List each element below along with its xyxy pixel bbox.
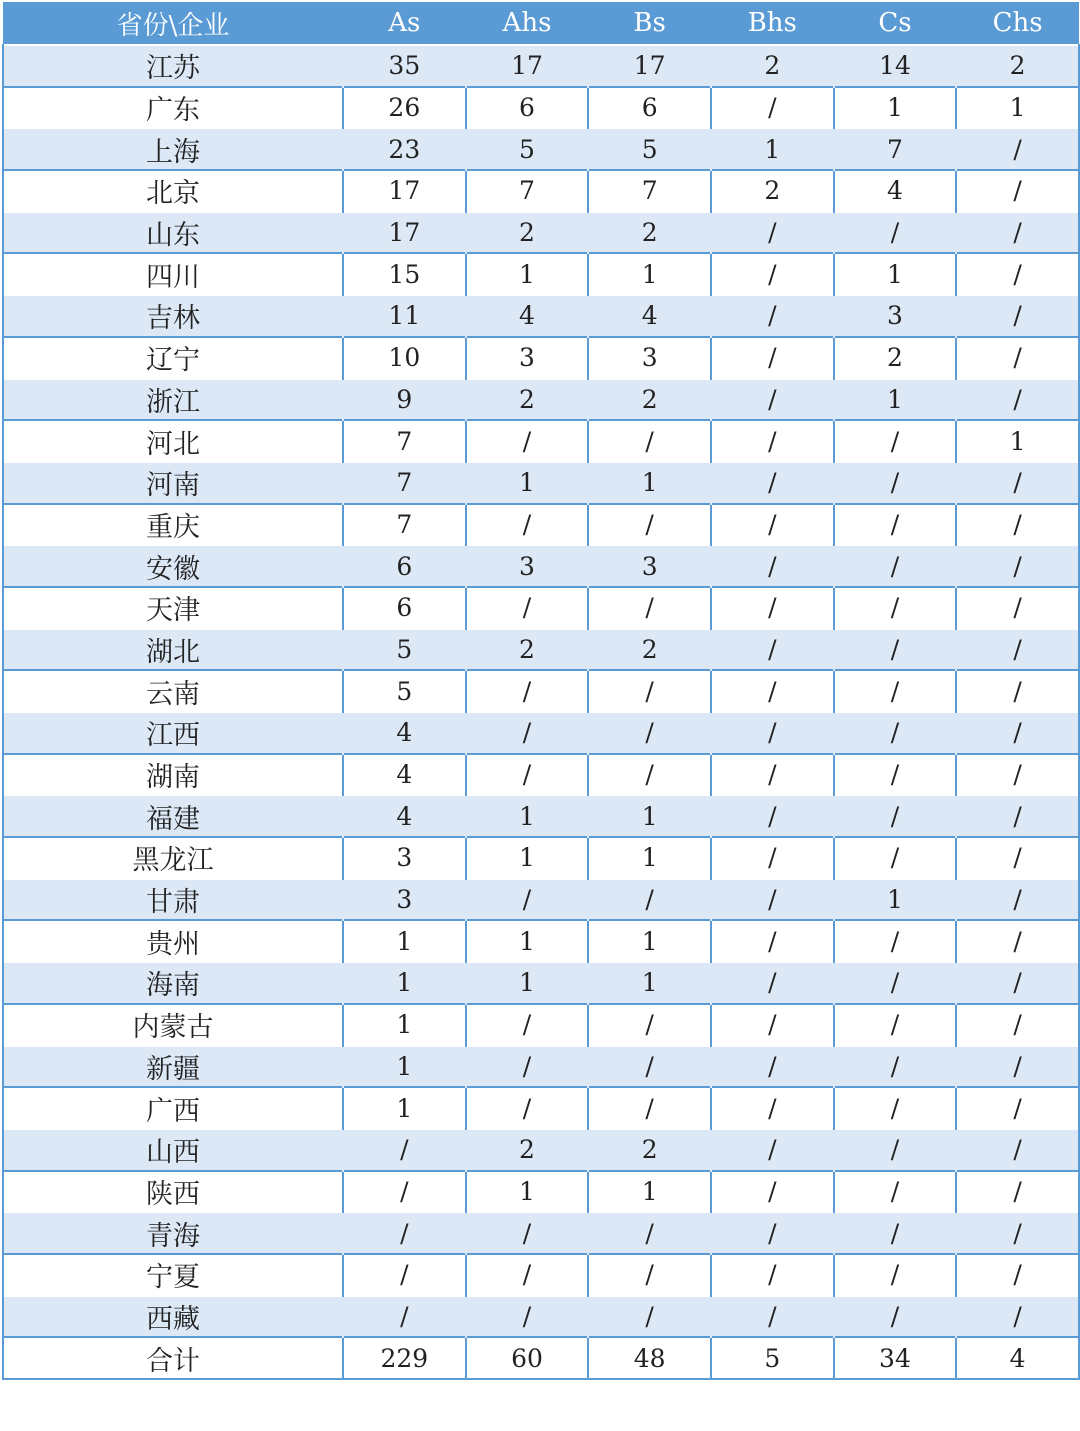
bs-cell: 1 bbox=[588, 795, 711, 837]
bhs-cell: 2 bbox=[711, 170, 834, 212]
chs-cell: / bbox=[956, 1087, 1079, 1129]
bhs-cell: / bbox=[711, 337, 834, 379]
bs-cell: 3 bbox=[588, 545, 711, 587]
province-name-cell: 重庆 bbox=[3, 504, 343, 546]
as-cell: 6 bbox=[343, 587, 466, 629]
province-name-cell: 天津 bbox=[3, 587, 343, 629]
cs-cell: / bbox=[834, 1046, 957, 1088]
ahs-cell: 1 bbox=[466, 462, 589, 504]
table-row bbox=[3, 128, 1079, 170]
cs-cell: / bbox=[834, 462, 957, 504]
bhs-cell: / bbox=[711, 1212, 834, 1254]
table-row bbox=[3, 87, 1079, 129]
bhs-cell: / bbox=[711, 587, 834, 629]
ahs-cell: / bbox=[466, 879, 589, 921]
province-name-cell: 合计 bbox=[3, 1337, 343, 1379]
ahs-cell: / bbox=[466, 1254, 589, 1296]
table-row bbox=[3, 504, 1079, 546]
table-row bbox=[3, 629, 1079, 671]
chs-cell: / bbox=[956, 462, 1079, 504]
chs-cell: / bbox=[956, 879, 1079, 921]
total-row bbox=[3, 1337, 1079, 1379]
bhs-cell: / bbox=[711, 462, 834, 504]
bs-cell: / bbox=[588, 1004, 711, 1046]
province-enterprise-table bbox=[2, 2, 1080, 1380]
as-cell: 229 bbox=[343, 1337, 466, 1379]
table-row bbox=[3, 670, 1079, 712]
chs-cell: / bbox=[956, 712, 1079, 754]
chs-cell: 4 bbox=[956, 1337, 1079, 1379]
table-row bbox=[3, 462, 1079, 504]
table-row bbox=[3, 879, 1079, 921]
ahs-cell: / bbox=[466, 1212, 589, 1254]
bhs-cell: / bbox=[711, 1046, 834, 1088]
as-cell: 1 bbox=[343, 1087, 466, 1129]
as-cell: 4 bbox=[343, 795, 466, 837]
table-row bbox=[3, 1212, 1079, 1254]
table-row bbox=[3, 1087, 1079, 1129]
cs-cell: / bbox=[834, 670, 957, 712]
bs-cell: 48 bbox=[588, 1337, 711, 1379]
ahs-cell: / bbox=[466, 420, 589, 462]
chs-header: Chs bbox=[956, 2, 1079, 45]
bs-cell: / bbox=[588, 879, 711, 921]
chs-cell: / bbox=[956, 504, 1079, 546]
table-row bbox=[3, 212, 1079, 254]
chs-cell: / bbox=[956, 1171, 1079, 1213]
bs-cell: / bbox=[588, 712, 711, 754]
ahs-cell: 2 bbox=[466, 1129, 589, 1171]
bhs-cell: 1 bbox=[711, 128, 834, 170]
province-name-cell: 新疆 bbox=[3, 1046, 343, 1088]
ahs-cell: 1 bbox=[466, 837, 589, 879]
cs-cell: / bbox=[834, 1212, 957, 1254]
province-name-cell: 黑龙江 bbox=[3, 837, 343, 879]
bhs-cell: 5 bbox=[711, 1337, 834, 1379]
bs-header: Bs bbox=[588, 2, 711, 45]
ahs-cell: 1 bbox=[466, 920, 589, 962]
bs-cell: 1 bbox=[588, 962, 711, 1004]
as-cell: 35 bbox=[343, 45, 466, 87]
table-row bbox=[3, 1254, 1079, 1296]
bs-cell: 1 bbox=[588, 462, 711, 504]
as-cell: 9 bbox=[343, 379, 466, 421]
chs-cell: / bbox=[956, 545, 1079, 587]
as-cell: 1 bbox=[343, 962, 466, 1004]
bs-cell: / bbox=[588, 670, 711, 712]
table-row bbox=[3, 379, 1079, 421]
province-name-cell: 湖南 bbox=[3, 754, 343, 796]
ahs-header: Ahs bbox=[466, 2, 589, 45]
cs-cell: / bbox=[834, 1296, 957, 1338]
table-row bbox=[3, 1004, 1079, 1046]
chs-cell: / bbox=[956, 1046, 1079, 1088]
cs-cell: 34 bbox=[834, 1337, 957, 1379]
province-header: 省份\企业 bbox=[3, 2, 343, 45]
ahs-cell: / bbox=[466, 712, 589, 754]
province-name-cell: 山西 bbox=[3, 1129, 343, 1171]
as-cell: 1 bbox=[343, 920, 466, 962]
table-row bbox=[3, 1171, 1079, 1213]
as-cell: 4 bbox=[343, 754, 466, 796]
cs-cell: 7 bbox=[834, 128, 957, 170]
province-name-cell: 广西 bbox=[3, 1087, 343, 1129]
chs-cell: / bbox=[956, 1254, 1079, 1296]
ahs-cell: 3 bbox=[466, 337, 589, 379]
province-name-cell: 吉林 bbox=[3, 295, 343, 337]
bs-cell: 2 bbox=[588, 212, 711, 254]
as-cell: / bbox=[343, 1254, 466, 1296]
ahs-cell: / bbox=[466, 754, 589, 796]
cs-header: Cs bbox=[834, 2, 957, 45]
as-cell: 26 bbox=[343, 87, 466, 129]
chs-cell: / bbox=[956, 1004, 1079, 1046]
as-cell: 6 bbox=[343, 545, 466, 587]
as-cell: 15 bbox=[343, 253, 466, 295]
as-cell: 3 bbox=[343, 879, 466, 921]
cs-cell: / bbox=[834, 920, 957, 962]
ahs-cell: / bbox=[466, 670, 589, 712]
as-cell: 7 bbox=[343, 420, 466, 462]
cs-cell: / bbox=[834, 420, 957, 462]
cs-cell: / bbox=[834, 504, 957, 546]
cs-cell: 4 bbox=[834, 170, 957, 212]
chs-cell: / bbox=[956, 337, 1079, 379]
bhs-cell: / bbox=[711, 837, 834, 879]
as-cell: 5 bbox=[343, 670, 466, 712]
chs-cell: / bbox=[956, 587, 1079, 629]
bhs-cell: 2 bbox=[711, 45, 834, 87]
chs-cell: 2 bbox=[956, 45, 1079, 87]
bs-cell: / bbox=[588, 1254, 711, 1296]
bhs-cell: / bbox=[711, 1087, 834, 1129]
bhs-cell: / bbox=[711, 1254, 834, 1296]
ahs-cell: 1 bbox=[466, 795, 589, 837]
cs-cell: 2 bbox=[834, 337, 957, 379]
bs-cell: 6 bbox=[588, 87, 711, 129]
cs-cell: / bbox=[834, 1254, 957, 1296]
province-name-cell: 海南 bbox=[3, 962, 343, 1004]
cs-cell: 1 bbox=[834, 379, 957, 421]
ahs-cell: / bbox=[466, 504, 589, 546]
ahs-cell: 1 bbox=[466, 962, 589, 1004]
bhs-cell: / bbox=[711, 1129, 834, 1171]
chs-cell: 1 bbox=[956, 420, 1079, 462]
table-row bbox=[3, 295, 1079, 337]
cs-cell: / bbox=[834, 1004, 957, 1046]
bhs-cell: / bbox=[711, 87, 834, 129]
table-row bbox=[3, 337, 1079, 379]
bs-cell: 17 bbox=[588, 45, 711, 87]
cs-cell: / bbox=[834, 587, 957, 629]
chs-cell: / bbox=[956, 754, 1079, 796]
bhs-cell: / bbox=[711, 754, 834, 796]
province-name-cell: 浙江 bbox=[3, 379, 343, 421]
province-name-cell: 陕西 bbox=[3, 1171, 343, 1213]
province-name-cell: 江西 bbox=[3, 712, 343, 754]
ahs-cell: 4 bbox=[466, 295, 589, 337]
table-row bbox=[3, 420, 1079, 462]
as-cell: 4 bbox=[343, 712, 466, 754]
as-header: As bbox=[343, 2, 466, 45]
table-row bbox=[3, 170, 1079, 212]
bs-cell: 1 bbox=[588, 920, 711, 962]
ahs-cell: / bbox=[466, 1296, 589, 1338]
cs-cell: 1 bbox=[834, 87, 957, 129]
cs-cell: / bbox=[834, 212, 957, 254]
as-cell: / bbox=[343, 1212, 466, 1254]
cs-cell: / bbox=[834, 962, 957, 1004]
cs-cell: / bbox=[834, 545, 957, 587]
bs-cell: 4 bbox=[588, 295, 711, 337]
bhs-cell: / bbox=[711, 253, 834, 295]
table-row bbox=[3, 587, 1079, 629]
ahs-cell: 17 bbox=[466, 45, 589, 87]
province-name-cell: 宁夏 bbox=[3, 1254, 343, 1296]
table-row bbox=[3, 253, 1079, 295]
bs-cell: / bbox=[588, 587, 711, 629]
cs-cell: 3 bbox=[834, 295, 957, 337]
province-name-cell: 云南 bbox=[3, 670, 343, 712]
bhs-cell: / bbox=[711, 879, 834, 921]
province-name-cell: 贵州 bbox=[3, 920, 343, 962]
ahs-cell: / bbox=[466, 587, 589, 629]
bhs-cell: / bbox=[711, 545, 834, 587]
as-cell: 1 bbox=[343, 1046, 466, 1088]
chs-cell: / bbox=[956, 920, 1079, 962]
cs-cell: / bbox=[834, 629, 957, 671]
as-cell: 1 bbox=[343, 1004, 466, 1046]
as-cell: / bbox=[343, 1296, 466, 1338]
cs-cell: 1 bbox=[834, 253, 957, 295]
chs-cell: 1 bbox=[956, 87, 1079, 129]
bs-cell: 1 bbox=[588, 1171, 711, 1213]
ahs-cell: 2 bbox=[466, 629, 589, 671]
province-name-cell: 安徽 bbox=[3, 545, 343, 587]
as-cell: 11 bbox=[343, 295, 466, 337]
province-name-cell: 山东 bbox=[3, 212, 343, 254]
as-cell: 7 bbox=[343, 504, 466, 546]
province-name-cell: 内蒙古 bbox=[3, 1004, 343, 1046]
ahs-cell: 1 bbox=[466, 253, 589, 295]
table-body bbox=[3, 45, 1079, 1379]
ahs-cell: 6 bbox=[466, 87, 589, 129]
chs-cell: / bbox=[956, 170, 1079, 212]
ahs-cell: 2 bbox=[466, 212, 589, 254]
bs-cell: / bbox=[588, 420, 711, 462]
ahs-cell: / bbox=[466, 1004, 589, 1046]
table-row bbox=[3, 837, 1079, 879]
bs-cell: 2 bbox=[588, 379, 711, 421]
bhs-cell: / bbox=[711, 629, 834, 671]
bs-cell: 7 bbox=[588, 170, 711, 212]
cs-cell: / bbox=[834, 1087, 957, 1129]
chs-cell: / bbox=[956, 128, 1079, 170]
province-name-cell: 北京 bbox=[3, 170, 343, 212]
cs-cell: 14 bbox=[834, 45, 957, 87]
table-row bbox=[3, 754, 1079, 796]
table-header-row bbox=[3, 2, 1079, 45]
bhs-cell: / bbox=[711, 295, 834, 337]
bs-cell: 2 bbox=[588, 629, 711, 671]
province-name-cell: 福建 bbox=[3, 795, 343, 837]
as-cell: / bbox=[343, 1171, 466, 1213]
bhs-cell: / bbox=[711, 712, 834, 754]
cs-cell: / bbox=[834, 1171, 957, 1213]
as-cell: 7 bbox=[343, 462, 466, 504]
chs-cell: / bbox=[956, 295, 1079, 337]
as-cell: 17 bbox=[343, 170, 466, 212]
ahs-cell: 1 bbox=[466, 1171, 589, 1213]
bhs-cell: / bbox=[711, 1171, 834, 1213]
table-row bbox=[3, 1129, 1079, 1171]
bs-cell: / bbox=[588, 1046, 711, 1088]
ahs-cell: / bbox=[466, 1087, 589, 1129]
chs-cell: / bbox=[956, 1212, 1079, 1254]
bhs-cell: / bbox=[711, 212, 834, 254]
cs-cell: / bbox=[834, 795, 957, 837]
table-row bbox=[3, 962, 1079, 1004]
table-row bbox=[3, 1296, 1079, 1338]
as-cell: 23 bbox=[343, 128, 466, 170]
chs-cell: / bbox=[956, 629, 1079, 671]
province-name-cell: 青海 bbox=[3, 1212, 343, 1254]
cs-cell: 1 bbox=[834, 879, 957, 921]
province-name-cell: 甘肃 bbox=[3, 879, 343, 921]
chs-cell: / bbox=[956, 795, 1079, 837]
bs-cell: / bbox=[588, 1296, 711, 1338]
province-name-cell: 河南 bbox=[3, 462, 343, 504]
bhs-cell: / bbox=[711, 379, 834, 421]
bs-cell: / bbox=[588, 1087, 711, 1129]
chs-cell: / bbox=[956, 837, 1079, 879]
cs-cell: / bbox=[834, 712, 957, 754]
bhs-cell: / bbox=[711, 1004, 834, 1046]
as-cell: / bbox=[343, 1129, 466, 1171]
province-name-cell: 河北 bbox=[3, 420, 343, 462]
province-name-cell: 四川 bbox=[3, 253, 343, 295]
cs-cell: / bbox=[834, 754, 957, 796]
bhs-cell: / bbox=[711, 420, 834, 462]
cs-cell: / bbox=[834, 1129, 957, 1171]
ahs-cell: 3 bbox=[466, 545, 589, 587]
ahs-cell: / bbox=[466, 1046, 589, 1088]
chs-cell: / bbox=[956, 212, 1079, 254]
as-cell: 5 bbox=[343, 629, 466, 671]
bs-cell: / bbox=[588, 504, 711, 546]
table-row bbox=[3, 795, 1079, 837]
table-row bbox=[3, 545, 1079, 587]
province-name-cell: 江苏 bbox=[3, 45, 343, 87]
bs-cell: 1 bbox=[588, 837, 711, 879]
as-cell: 10 bbox=[343, 337, 466, 379]
chs-cell: / bbox=[956, 1296, 1079, 1338]
as-cell: 17 bbox=[343, 212, 466, 254]
table-row bbox=[3, 45, 1079, 87]
ahs-cell: 5 bbox=[466, 128, 589, 170]
ahs-cell: 60 bbox=[466, 1337, 589, 1379]
table-row bbox=[3, 1046, 1079, 1088]
bs-cell: 2 bbox=[588, 1129, 711, 1171]
bhs-cell: / bbox=[711, 1296, 834, 1338]
bs-cell: / bbox=[588, 1212, 711, 1254]
bs-cell: / bbox=[588, 754, 711, 796]
cs-cell: / bbox=[834, 837, 957, 879]
chs-cell: / bbox=[956, 1129, 1079, 1171]
bhs-header: Bhs bbox=[711, 2, 834, 45]
bhs-cell: / bbox=[711, 962, 834, 1004]
chs-cell: / bbox=[956, 670, 1079, 712]
province-name-cell: 辽宁 bbox=[3, 337, 343, 379]
province-name-cell: 广东 bbox=[3, 87, 343, 129]
bs-cell: 1 bbox=[588, 253, 711, 295]
bhs-cell: / bbox=[711, 920, 834, 962]
province-name-cell: 湖北 bbox=[3, 629, 343, 671]
ahs-cell: 7 bbox=[466, 170, 589, 212]
bhs-cell: / bbox=[711, 670, 834, 712]
chs-cell: / bbox=[956, 253, 1079, 295]
bhs-cell: / bbox=[711, 795, 834, 837]
table-row bbox=[3, 712, 1079, 754]
table-row bbox=[3, 920, 1079, 962]
chs-cell: / bbox=[956, 379, 1079, 421]
bs-cell: 3 bbox=[588, 337, 711, 379]
province-name-cell: 上海 bbox=[3, 128, 343, 170]
ahs-cell: 2 bbox=[466, 379, 589, 421]
province-name-cell: 西藏 bbox=[3, 1296, 343, 1338]
chs-cell: / bbox=[956, 962, 1079, 1004]
bs-cell: 5 bbox=[588, 128, 711, 170]
as-cell: 3 bbox=[343, 837, 466, 879]
bhs-cell: / bbox=[711, 504, 834, 546]
